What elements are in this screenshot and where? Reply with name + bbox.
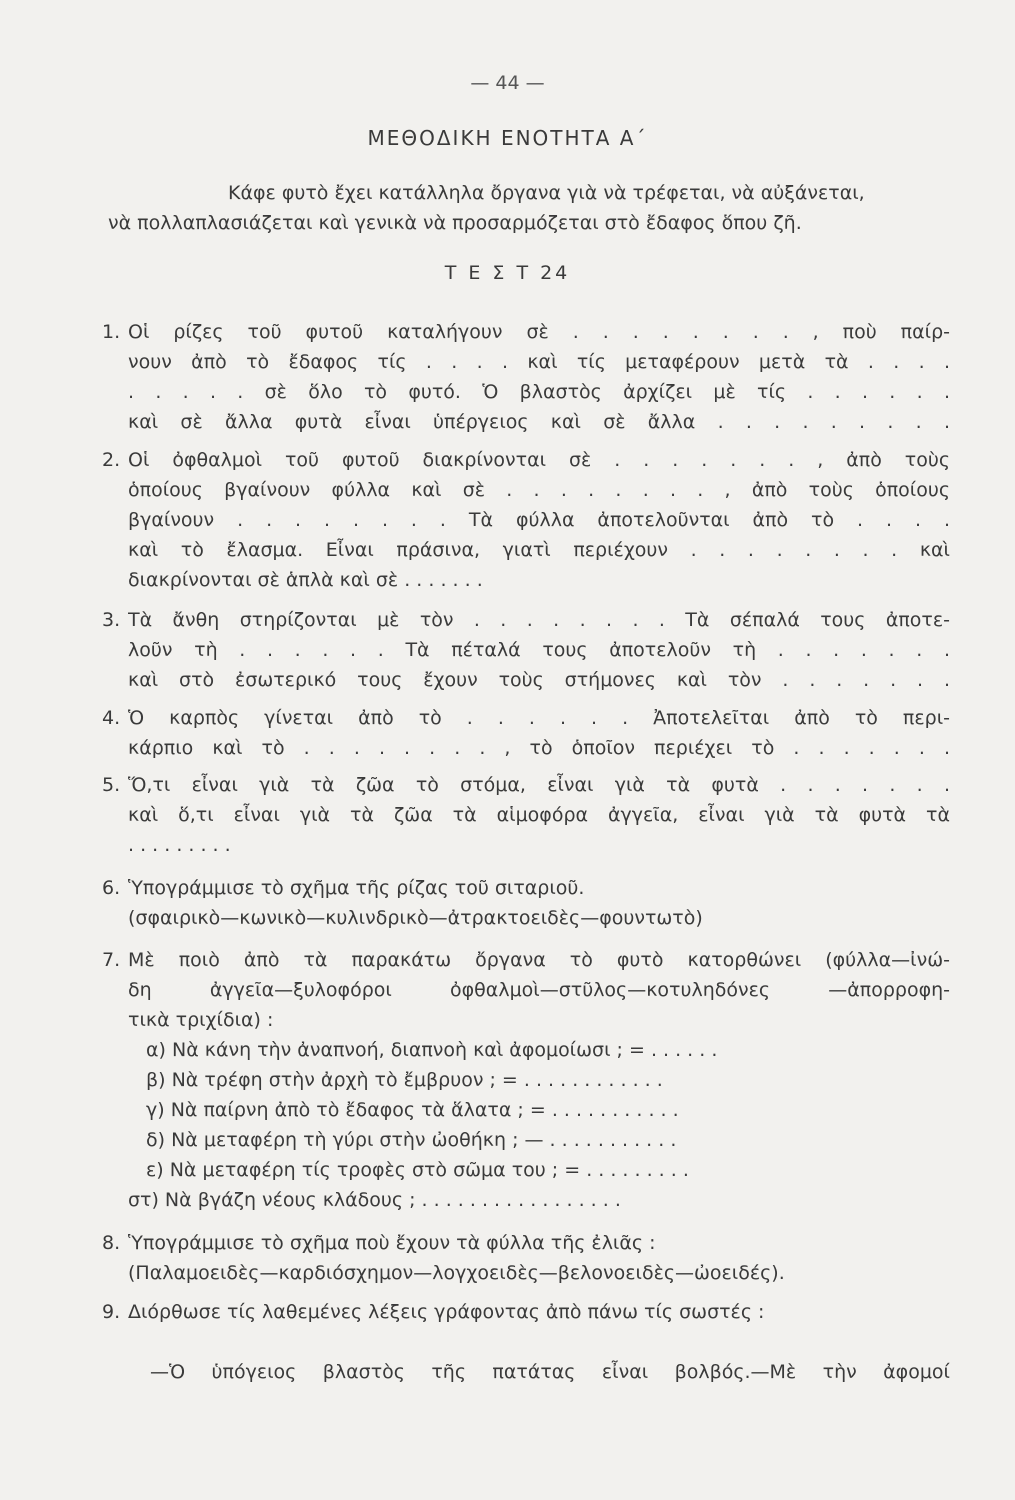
question-9 xyxy=(102,1297,950,1327)
question-line: βγαίνουν . . . . . . . . Τὰ φύλλα ἀποτελοῦνται ἀπὸ τὸ . . . . xyxy=(128,509,950,531)
question-3 xyxy=(102,605,950,695)
sub-question-c: γ) Νὰ παίρνη ἀπὸ τὸ ἔδαφος τὰ ἅλατα ; = . . . . . . . . . . . xyxy=(146,1099,679,1121)
final-line xyxy=(150,1357,950,1387)
question-line: . . . . . σὲ ὅλο τὸ φυτό. Ὁ βλαστὸς ἀρχίζει μὲ τίς . . . . . . xyxy=(128,381,950,403)
question-line: Οἱ ὀφθαλμοὶ τοῦ φυτοῦ διακρίνονται σὲ . . . . . . . , ἀπὸ τοὺς xyxy=(128,449,950,471)
question-number: 2. xyxy=(102,449,121,471)
question-line: κάρπιο καὶ τὸ . . . . . . . . , τὸ ὁποῖον περιέχει τὸ . . . . . . . xyxy=(128,737,950,759)
question-line: Τὰ ἄνθη στηρίζονται μὲ τὸν . . . . . . . . Τὰ σέπαλά τους ἀποτε- xyxy=(128,609,950,631)
question-number: 9. xyxy=(102,1301,121,1323)
intro-line: νὰ πολλαπλασιάζεται καὶ γενικὰ νὰ προσαρμόζεται στὸ ἔδαφος ὅπου ζῆ. xyxy=(108,212,802,234)
question-line: δη ἀγγεῖα—ξυλοφόροι ὀφθαλμοὶ—στῦλος—κοτυληδόνες —ἀπορροφη- xyxy=(128,979,950,1001)
question-line: Ὁ καρπὸς γίνεται ἀπὸ τὸ . . . . . . Ἀποτελεῖται ἀπὸ τὸ περι- xyxy=(128,707,950,729)
final-line-text: —Ὁ ὑπόγειος βλαστὸς τῆς πατάτας εἶναι βολβός.—Μὲ τὴν ἀφομοί xyxy=(150,1361,950,1383)
question-1 xyxy=(102,317,950,437)
question-line: ὁποίους βγαίνουν φύλλα καὶ σὲ . . . . . . . . , ἀπὸ τοὺς ὁποίους xyxy=(128,479,950,501)
question-number: 3. xyxy=(102,609,121,631)
question-line: Διόρθωσε τίς λαθεμένες λέξεις γράφοντας ἀπὸ πάνω τίς σωστές : xyxy=(128,1301,765,1323)
question-line: καὶ σὲ ἄλλα φυτὰ εἶναι ὑπέργειος καὶ σὲ ἄλλα . . . . . . . . . xyxy=(128,411,950,433)
question-number: 4. xyxy=(102,707,121,729)
question-line: Ὑπογράμμισε τὸ σχῆμα τῆς ρίζας τοῦ σιταριοῦ. xyxy=(128,877,585,899)
sub-question-d: δ) Νὰ μεταφέρη τὴ γύρι στὴν ὠοθήκη ; — . . . . . . . . . . . xyxy=(146,1129,677,1151)
question-line: καὶ στὸ ἐσωτερικό τους ἔχουν τοὺς στήμονες καὶ τὸν . . . . . . . xyxy=(128,669,950,691)
test-title: Τ Ε Σ Τ 24 xyxy=(444,262,571,284)
question-line: (Παλαμοειδὲς—καρδιόσχημον—λογχοειδὲς—βελονοειδὲς—ὠοειδές). xyxy=(128,1262,785,1284)
question-line: Οἱ ρίζες τοῦ φυτοῦ καταλήγουν σὲ . . . . . . . . , ποὺ παίρ- xyxy=(128,321,950,343)
sub-question-a: α) Νὰ κάνη τὴν ἀναπνοή, διαπνοὴ καὶ ἀφομοίωσι ; = . . . . . . xyxy=(146,1039,718,1061)
question-5 xyxy=(102,770,950,860)
question-line: (σφαιρικὸ—κωνικὸ—κυλινδρικὸ—ἀτρακτοειδὲς—φουντωτὸ) xyxy=(128,907,703,929)
question-line: . . . . . . . . . xyxy=(128,834,231,856)
question-line: λοῦν τὴ . . . . . . Τὰ πέταλά τους ἀποτελοῦν τὴ . . . . . . . xyxy=(128,639,950,661)
question-2 xyxy=(102,445,950,595)
question-line: διακρίνονται σὲ ἁπλὰ καὶ σὲ . . . . . . . xyxy=(128,569,483,591)
question-number: 8. xyxy=(102,1232,121,1254)
question-8 xyxy=(102,1228,950,1288)
sub-question-b: β) Νὰ τρέφη στὴν ἀρχὴ τὸ ἔμβρυον ; = . . . . . . . . . . . . xyxy=(146,1069,663,1091)
question-number: 7. xyxy=(102,949,121,971)
question-number: 1. xyxy=(102,321,121,343)
question-line: Ὑπογράμμισε τὸ σχῆμα ποὺ ἔχουν τὰ φύλλα τῆς ἐλιᾶς : xyxy=(128,1232,656,1254)
question-6 xyxy=(102,873,950,933)
question-number: 6. xyxy=(102,877,121,899)
sub-question-e: ε) Νὰ μεταφέρη τίς τροφὲς στὸ σῶμα του ; = . . . . . . . . . xyxy=(146,1159,689,1181)
question-line: τικὰ τριχίδια) : xyxy=(128,1009,274,1031)
question-number: 5. xyxy=(102,774,121,796)
question-7 xyxy=(102,945,950,1215)
intro-paragraph xyxy=(108,178,948,238)
question-line: Ὅ,τι εἶναι γιὰ τὰ ζῶα τὸ στόμα, εἶναι γιὰ τὰ φυτὰ . . . . . . . xyxy=(128,774,950,796)
sub-question-f: στ) Νὰ βγάζη νέους κλάδους ; . . . . . . . . . . . . . . . . . xyxy=(128,1189,621,1211)
question-line: καὶ ὅ,τι εἶναι γιὰ τὰ ζῶα τὰ αἱμοφόρα ἀγγεῖα, εἶναι γιὰ τὰ φυτὰ τὰ xyxy=(128,804,950,826)
question-line: νουν ἀπὸ τὸ ἔδαφος τίς . . . . καὶ τίς μεταφέρουν μετὰ τὰ . . . . xyxy=(128,351,950,373)
intro-line: Κάφε φυτὸ ἔχει κατάλληλα ὄργανα γιὰ νὰ τρέφεται, νὰ αὐξάνεται, xyxy=(228,182,865,204)
question-4 xyxy=(102,703,950,763)
question-line: καὶ τὸ ἔλασμα. Εἶναι πράσινα, γιατὶ περιέχουν . . . . . . . . καὶ xyxy=(128,539,950,561)
page-number: — 44 — xyxy=(470,72,545,94)
question-line: Μὲ ποιὸ ἀπὸ τὰ παρακάτω ὄργανα τὸ φυτὸ κατορθώνει (φύλλα—ἰνώ- xyxy=(128,949,950,971)
unit-title: ΜΕΘΟΔΙΚΗ ΕΝΟΤΗΤΑ Α΄ xyxy=(367,126,648,150)
